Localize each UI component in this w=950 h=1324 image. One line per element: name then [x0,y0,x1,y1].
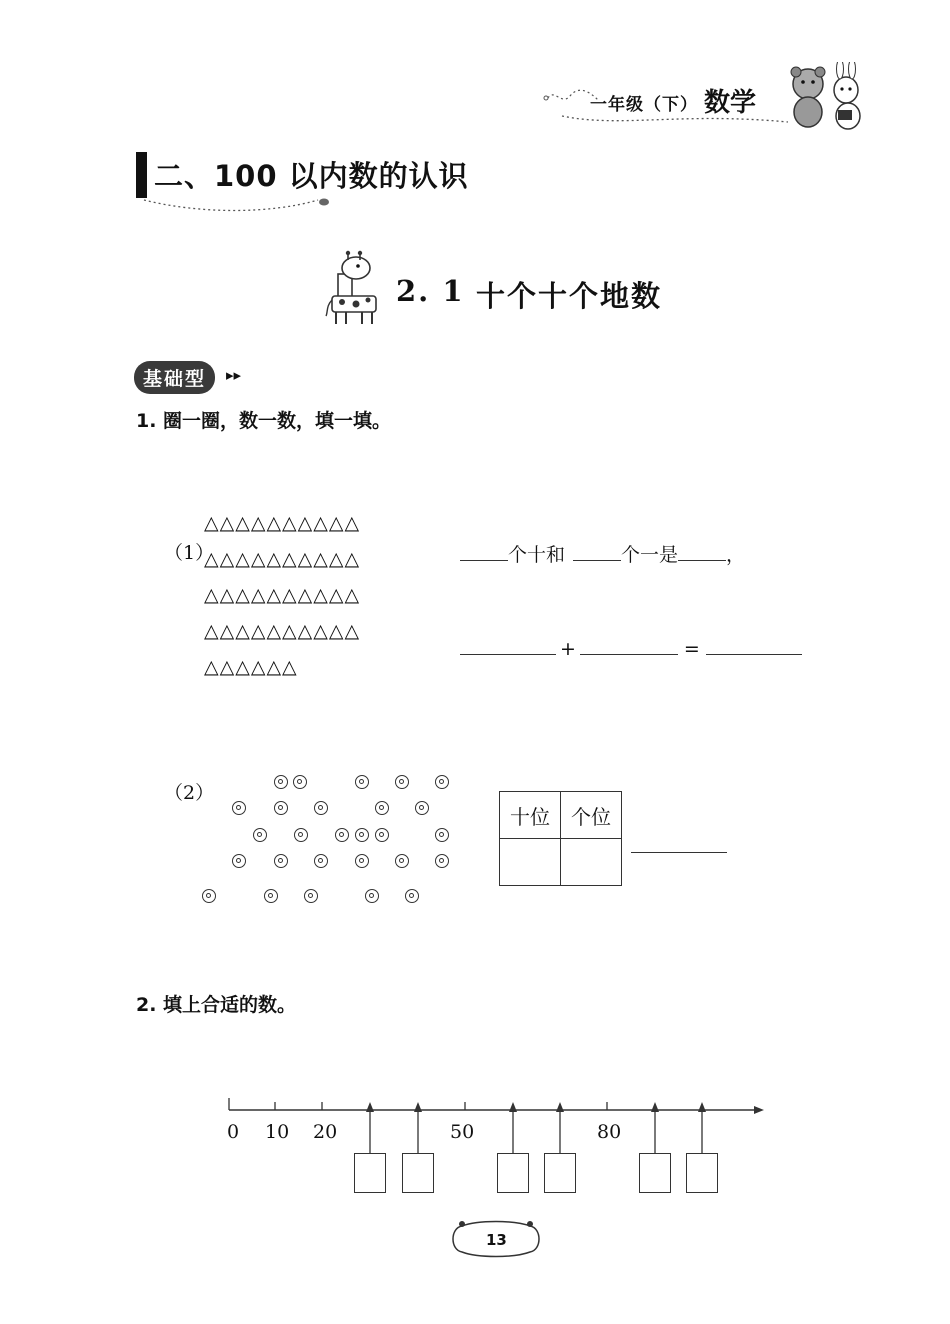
ring-icon [294,828,308,842]
pointer-arrow [651,1102,659,1154]
pointer-arrow [556,1102,564,1154]
triangle-row: △△△△△△△△△△ [204,620,361,642]
arrow-icon: ▸▸ [226,366,242,384]
ring-icon [314,854,328,868]
ring-icon [232,854,246,868]
ring-icon [365,889,379,903]
part-1-label: （1） [164,542,215,564]
question-1-prompt: 1. 圈一圈，数一数，填一填。 [136,410,392,432]
section-number: 2. 1 [396,274,465,308]
number-line-label: 50 [450,1121,475,1143]
number-line-label: 10 [265,1121,290,1143]
chapter-title: 二、100 以内数的认识 [154,159,469,193]
header-subject: 数学 [704,88,757,118]
answer-box[interactable] [402,1153,434,1193]
ring-icon [395,854,409,868]
triangle-row: △△△△△△ [204,656,298,678]
ring-icon [293,775,307,789]
comma: ， [726,544,746,566]
ring-icon [415,801,429,815]
answer-box[interactable] [544,1153,576,1193]
ring-icon [355,828,369,842]
level-badge: 基础型 [134,361,215,394]
ring-icon [264,889,278,903]
ring-icon [314,801,328,815]
header-grade: 一年级（下） [590,95,698,115]
ring-icon [375,828,389,842]
pointer-arrow [414,1102,422,1154]
pointer-arrow [698,1102,706,1154]
ring-icon [253,828,267,842]
ring-icon [395,775,409,789]
ring-icon [355,775,369,789]
text-tens: 个十和 [508,544,566,566]
ring-icon [435,775,449,789]
triangle-row: △△△△△△△△△△ [204,548,361,570]
blank-tens[interactable] [460,540,508,561]
ring-icon [355,854,369,868]
chapter-dotted-line [140,192,340,217]
ring-icon [405,889,419,903]
blank-addend-1[interactable] [460,634,556,655]
cell-ones-input[interactable] [561,839,622,886]
ring-icon [335,828,349,842]
plus-sign: + [560,638,576,660]
number-line-arrowhead [754,1106,764,1114]
ring-icon [304,889,318,903]
ring-icon [202,889,216,903]
place-value-table [499,791,622,886]
bear-rabbit-icon [780,62,875,132]
blank-ones[interactable] [573,540,621,561]
part-1-fill-line-2 [460,634,802,660]
blank-addend-2[interactable] [580,634,678,655]
number-line-label: 0 [227,1121,240,1143]
giraffe-icon [324,248,382,326]
blank-total[interactable] [678,540,726,561]
question-2-prompt: 2. 填上合适的数。 [136,994,297,1016]
cell-tens-input[interactable] [500,839,561,886]
ring-icon [375,801,389,815]
pointer-arrow [366,1102,374,1154]
ring-icon [274,801,288,815]
ring-icon [274,854,288,868]
part-2-label: （2） [164,782,215,804]
blank-sum[interactable] [706,634,802,655]
pointer-arrow [509,1102,517,1154]
part-1-fill-line-1 [460,540,745,567]
text-ones: 个一是 [621,544,679,566]
answer-box[interactable] [497,1153,529,1193]
answer-box[interactable] [354,1153,386,1193]
ring-icon [435,828,449,842]
answer-box[interactable] [639,1153,671,1193]
triangle-row: △△△△△△△△△△ [204,584,361,606]
number-line-label: 20 [313,1121,338,1143]
blank-number-answer[interactable] [631,852,727,853]
header-dotted-line [560,110,790,130]
number-line-label: 80 [597,1121,622,1143]
section-title: 十个十个地数 [476,279,663,313]
header-tens: 十位 [500,792,561,839]
ring-icon [232,801,246,815]
header-ones: 个位 [561,792,622,839]
answer-box[interactable] [686,1153,718,1193]
page-number: 13 [486,1231,507,1249]
ring-icon [274,775,288,789]
triangle-row: △△△△△△△△△△ [204,512,361,534]
equals-sign: = [683,638,700,660]
ring-icon [435,854,449,868]
